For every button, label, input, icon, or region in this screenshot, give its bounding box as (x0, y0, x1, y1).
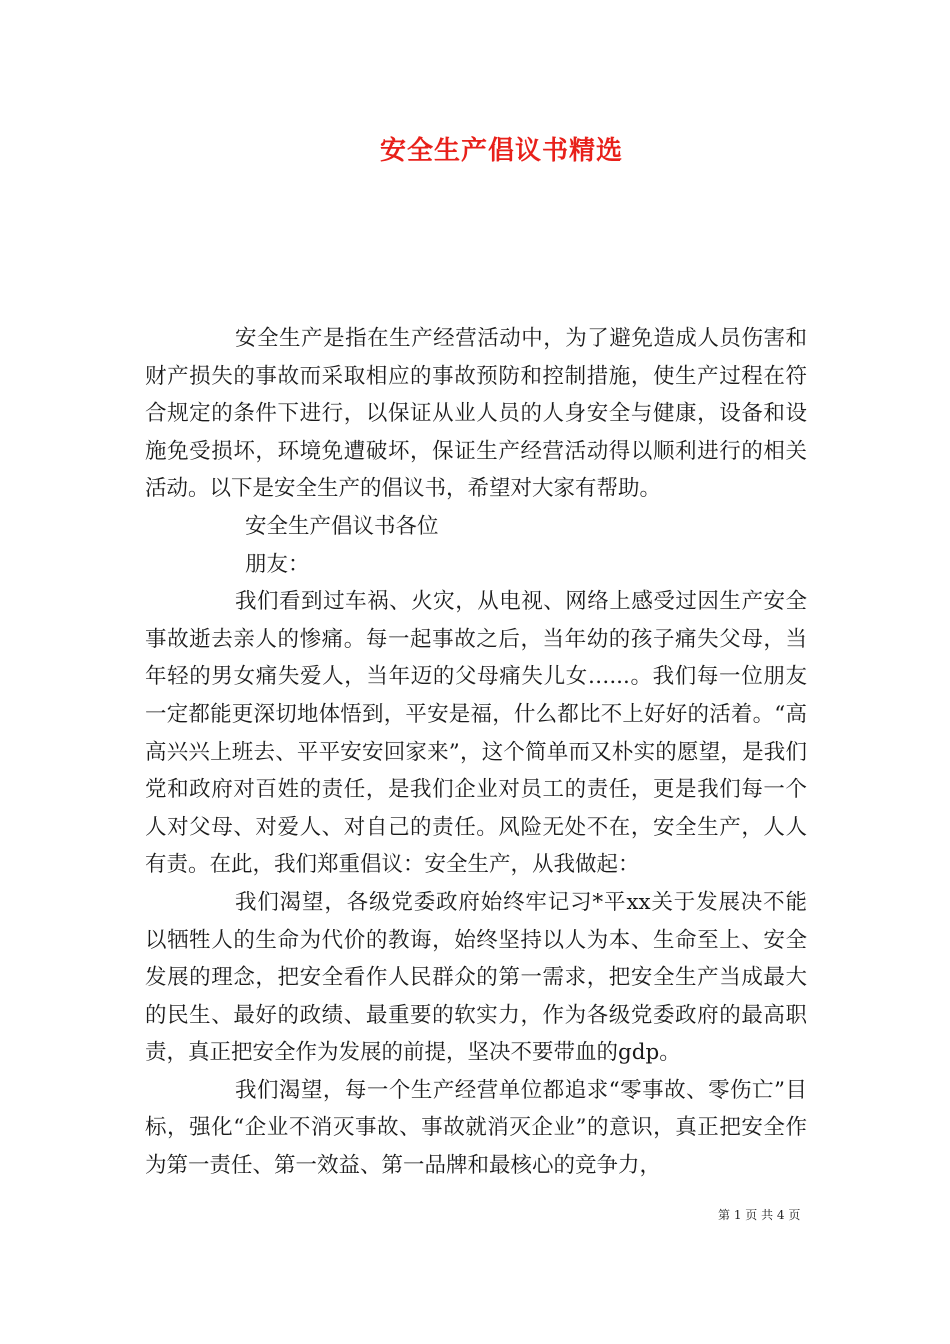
intro-paragraph: 安全生产是指在生产经营活动中，为了避免造成人员伤害和财产损失的事故而采取相应的事故预防和控制措施，使生产过程在符合规定的条件下进行，以保证从业人员的人身安全与健康，设备和设施免受损坏，环境免遭破坏，保证生产经营活动得以顺利进行的相关活动。以下是安全生产的倡议书，希望对大家有帮助。 (145, 326, 807, 502)
document-body (145, 320, 807, 1185)
body-paragraph: 我们看到过车祸、火灾，从电视、网络上感受过因生产安全事故逝去亲人的惨痛。每一起事故之后，当年幼的孩子痛失父母，当年轻的男女痛失爱人，当年迈的父母痛失儿女…...。我们每一位朋友一定都能更深切地体悟到，平安是福，什么都比不上好好的活着。“高高兴兴上班去、平平安安回家来”，这个简单而又朴实的愿望，是我们党和政府对百姓的责任，是我们企业对员工的责任，更是我们每一个人对父母、对爱人、对自己的责任。风险无处不在，安全生产，人人有责。在此，我们郑重倡议：安全生产，从我做起： (145, 589, 807, 878)
letter-salutation: 朋友： (245, 551, 310, 577)
letter-heading: 安全生产倡议书各位 (245, 513, 439, 539)
body-paragraph: 我们渴望，各级党委政府始终牢记习*平xx关于发展决不能以牺牲人的生命为代价的教诲，始终坚持以人为本、生命至上、安全发展的理念，把安全看作人民群众的第一需求，把安全生产当成最大的民生、最好的政绩、最重要的软实力，作为各级党委政府的最高职责，真正把安全作为发展的前提，坚决不要带血的gdp。 (145, 889, 807, 1066)
body-paragraph: 我们渴望，每一个生产经营单位都追求“零事故、零伤亡”目标，强化“企业不消灭事故、事故就消灭企业”的意识，真正把安全作为第一责任、第一效益、第一品牌和最核心的竞争力， (145, 1077, 807, 1179)
document-title: 安全生产倡议书精选 (380, 136, 624, 166)
page-number: 第 1 页 共 4 页 (718, 1208, 801, 1222)
